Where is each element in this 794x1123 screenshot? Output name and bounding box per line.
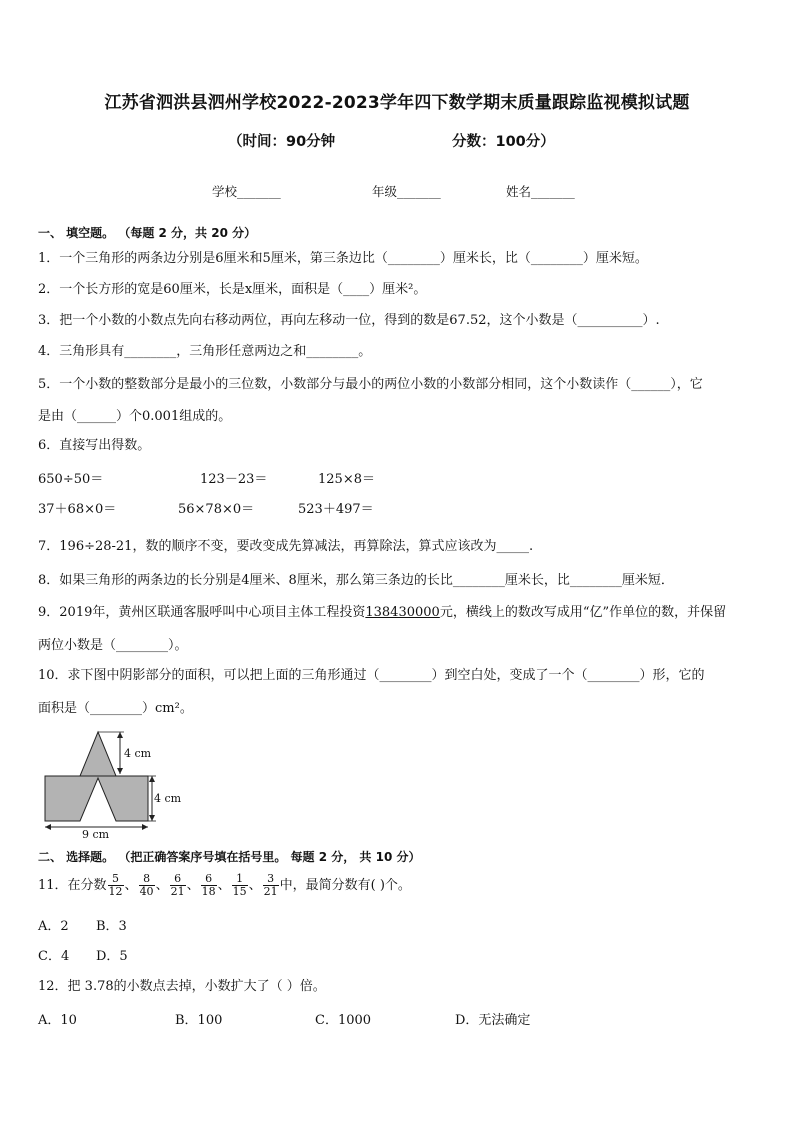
question-9-post: 元，横线上的数改写成用“亿”作单位的数，并保留	[439, 605, 727, 620]
calc-item: 37＋68×0＝	[38, 502, 117, 517]
section1-heading: 一、 填空题。 （每题 2 分，共 20 分）	[38, 226, 257, 240]
question-4: 4．三角形具有________，三角形任意两边之和________。	[38, 344, 372, 359]
question-9-underlined-number: 138430000	[365, 605, 440, 620]
question-10-line2: 面积是（________）cm²。	[38, 701, 193, 716]
fraction: $\frac{6}{18}$	[201, 872, 216, 898]
fraction: $\frac{5}{12}$	[108, 872, 123, 898]
question-5-line1: 5．一个小数的整数部分是最小的三位数，小数部分与最小的两位小数的小数部分相同，这个小数读作（______），它	[38, 377, 703, 392]
label-right-height: 4 cm	[154, 792, 182, 805]
question-1: 1．一个三角形的两条边分别是6厘米和5厘米，第三条边比（________）厘米长，比（________）厘米短。	[38, 251, 648, 266]
shaded-area-figure	[36, 726, 196, 841]
option-c: C．4	[38, 949, 70, 964]
calc-item: 56×78×0＝	[178, 502, 255, 517]
question-7: 7．196÷28-21，数的顺序不变，要改变成先算减法，再算除法，算式应该改为_____.	[38, 539, 534, 554]
calc-item: 650÷50＝	[38, 472, 104, 487]
top-triangle	[80, 732, 116, 776]
label-top-height: 4 cm	[124, 747, 152, 760]
exam-title: 江苏省泗洪县泗州学校2022-2023学年四下数学期末质量跟踪监视模拟试题	[104, 93, 690, 113]
question-10-line1: 10．求下图中阴影部分的面积，可以把上面的三角形通过（________）到空白处，变成了一个（________）形，它的	[38, 668, 705, 683]
question-6: 6．直接写出得数。	[38, 438, 151, 453]
option-c: C．1000	[315, 1013, 372, 1028]
question-11-post: 中，最简分数有( )个。	[279, 878, 411, 893]
question-9-line1	[38, 603, 726, 623]
option-d: D．5	[96, 949, 128, 964]
question-9-line2: 两位小数是（________）。	[38, 638, 188, 653]
question-8: 8．如果三角形的两条边的长分别是4厘米、8厘米，那么第三条边的长比________厘米长，比________厘米短．	[38, 573, 674, 588]
calc-item: 125×8＝	[318, 472, 375, 487]
question-5-line2: 是由（______）个0.001组成的。	[38, 409, 232, 424]
question-11-pre: 11．在分数	[38, 878, 107, 893]
calc-item: 523＋497＝	[298, 502, 374, 517]
fraction: $\frac{8}{40}$	[139, 872, 154, 898]
bottom-shaded-shape	[45, 776, 148, 821]
label-bottom-width: 9 cm	[82, 828, 110, 841]
option-a: A．2	[38, 919, 69, 934]
option-b: B．3	[96, 919, 127, 934]
fraction: $\frac{3}{21}$	[263, 872, 278, 898]
section2-heading: 二、 选择题。 （把正确答案序号填在括号里。 每题 2 分， 共 10 分）	[38, 850, 421, 864]
question-9-pre: 9．2019年，黄州区联通客服呼叫中心项目主体工程投资	[38, 605, 366, 620]
grade-field: 年级_______	[372, 184, 441, 199]
fraction: $\frac{1}{15}$	[232, 872, 247, 898]
exam-time: （时间：90分钟	[228, 134, 336, 150]
school-field: 学校_______	[212, 184, 281, 199]
question-3: 3．把一个小数的小数点先向右移动两位，再向左移动一位，得到的数是67.52，这个小数是（__________）.	[38, 313, 660, 328]
option-d: D．无法确定	[455, 1013, 531, 1028]
fraction: $\frac{6}{21}$	[170, 872, 185, 898]
option-b: B．100	[175, 1013, 223, 1028]
option-a: A．10	[38, 1013, 77, 1028]
question-2: 2．一个长方形的宽是60厘米，长是x厘米，面积是（____）厘米²。	[38, 282, 427, 297]
calc-item: 123－23＝	[200, 472, 268, 487]
name-field: 姓名_______	[506, 184, 575, 199]
question-11: 11．在分数 $\frac{5}{12}$ 、 $\frac{8}{40}$ 、 $\frac{6}{21}$ 、 $\frac{6}{18}$ 、 $\frac{1}{15}$ 、 $\frac{3}{21}$ 中，最简分数有( )个。	[38, 872, 411, 898]
exam-score: 分数：100分）	[452, 134, 555, 150]
question-12: 12．把 3.78的小数点去掉，小数扩大了（ ）倍。	[38, 979, 326, 994]
